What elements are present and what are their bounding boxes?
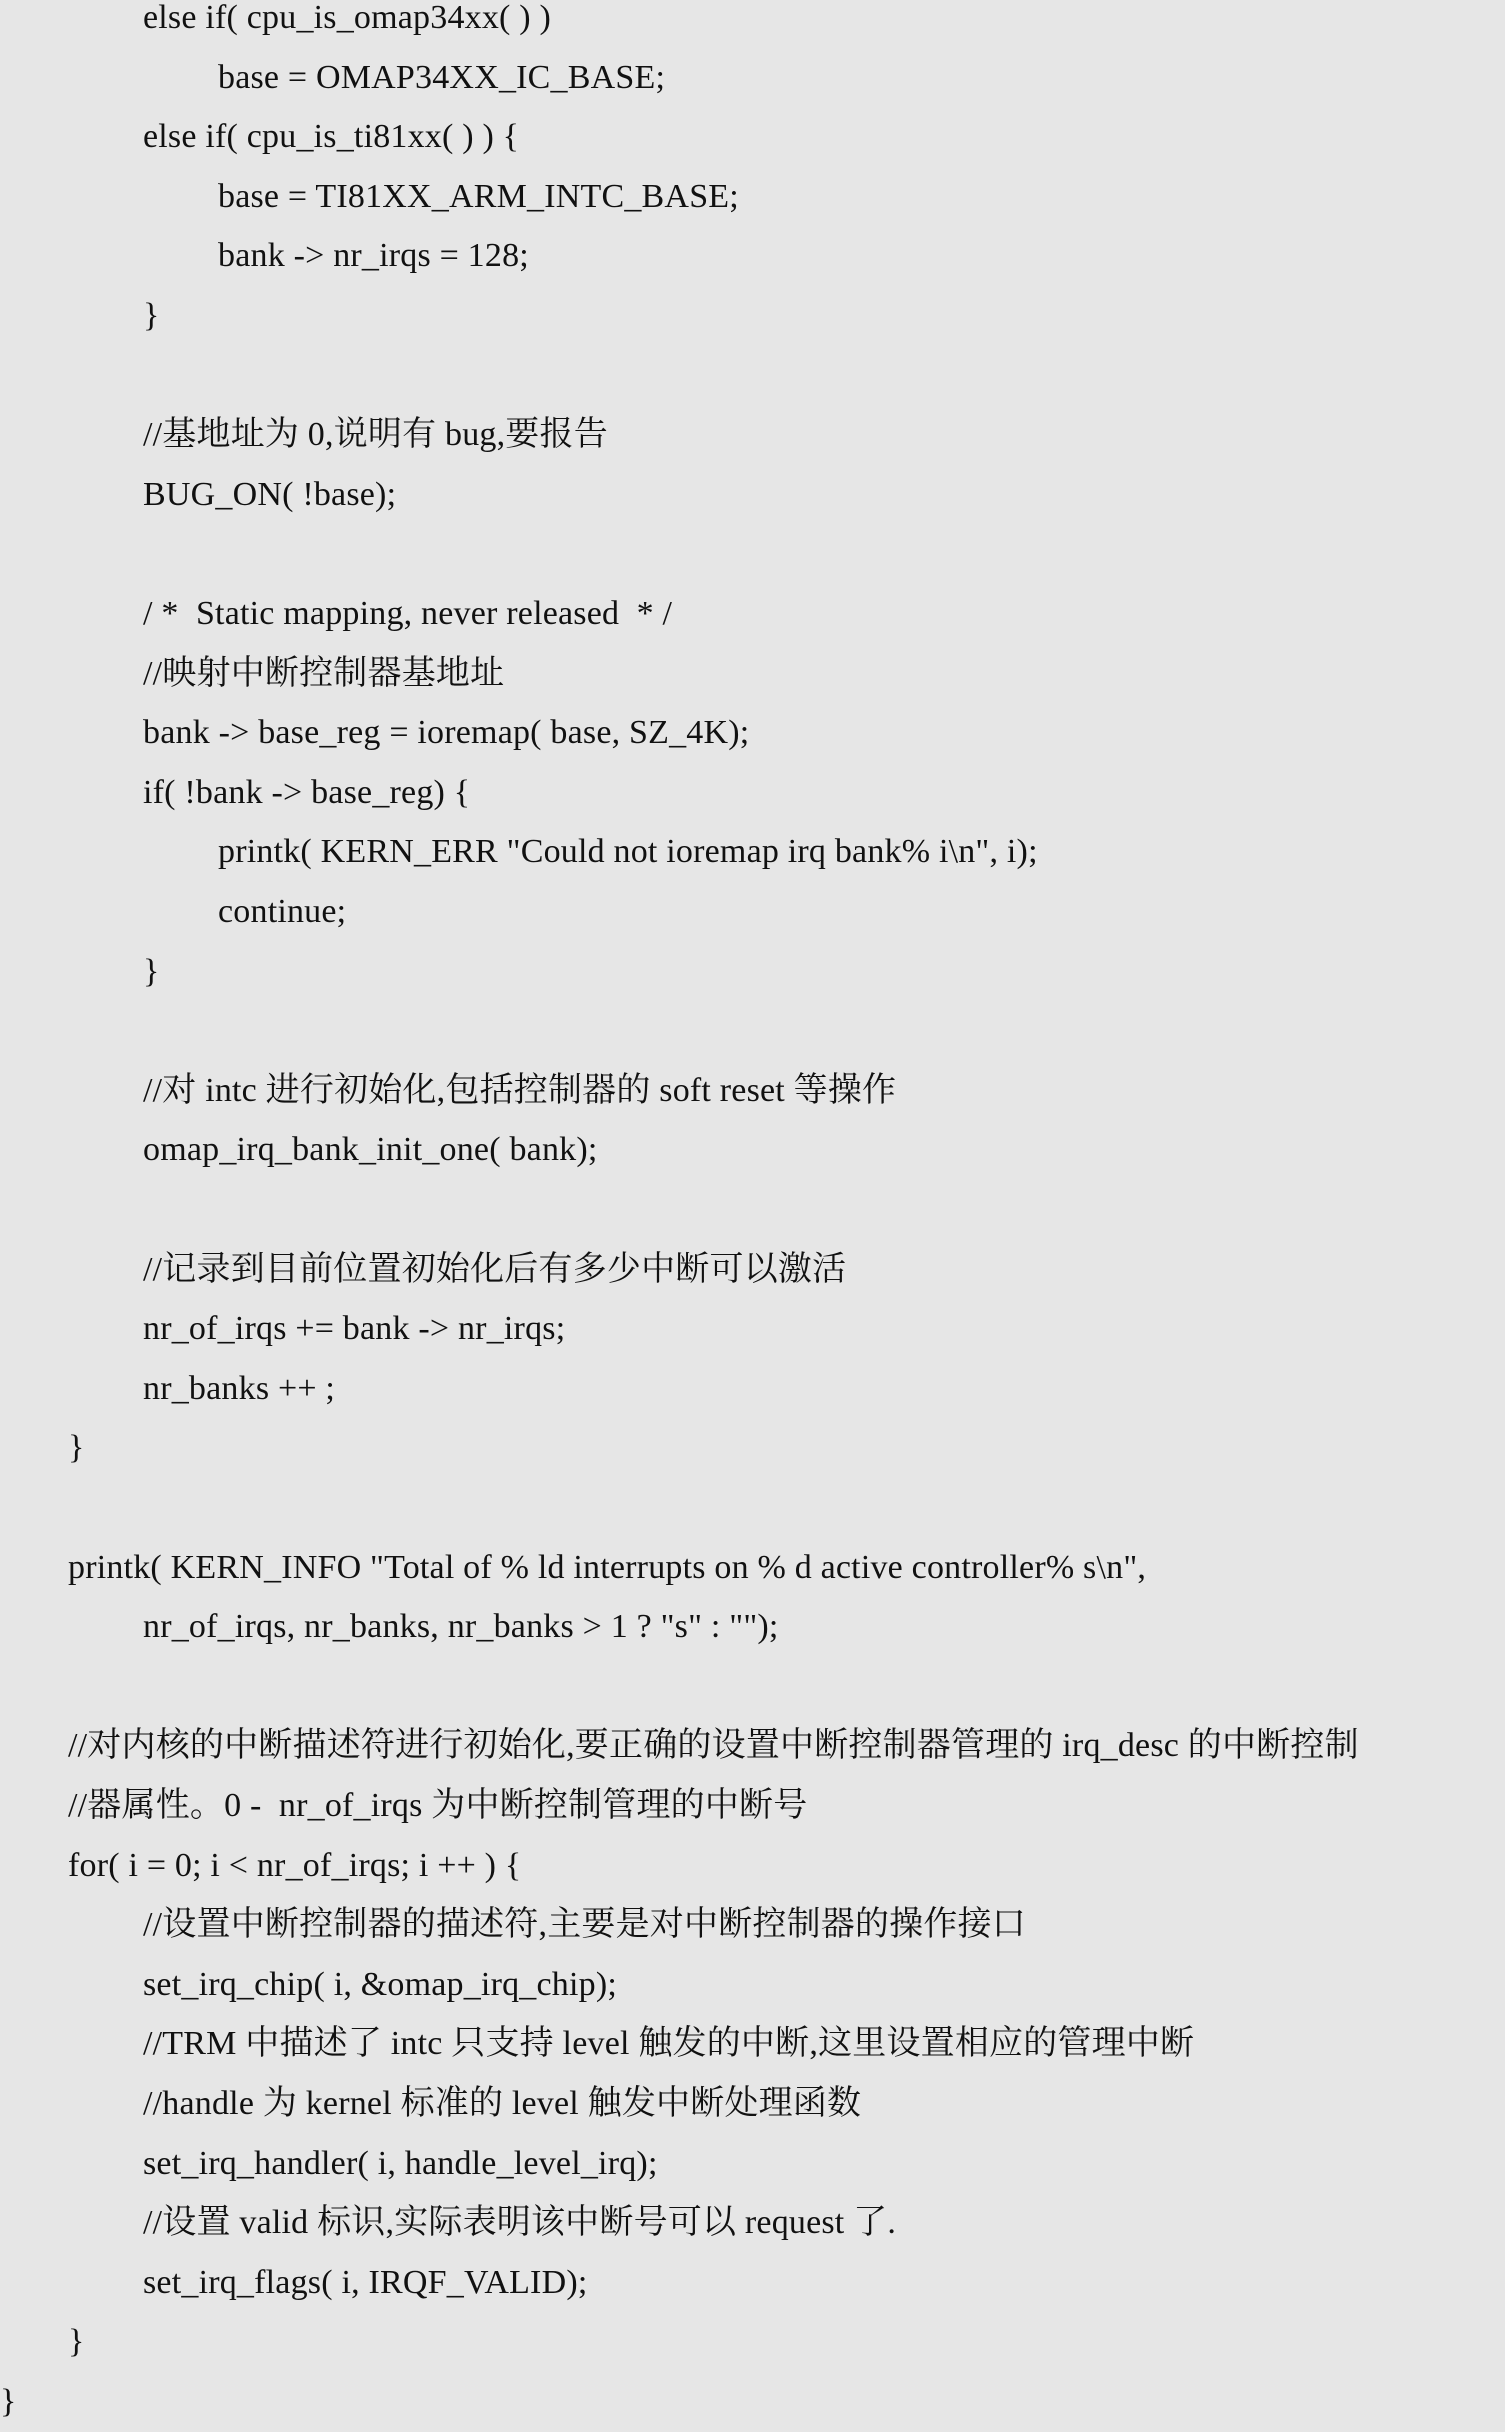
code-line: if( !bank -> base_reg) { <box>143 773 471 811</box>
code-line: nr_banks ++ ; <box>143 1369 336 1407</box>
code-line: printk( KERN_INFO "Total of % ld interrupts on % d active controller% s\n", <box>68 1548 1147 1586</box>
code-comment: //器属性。0 - nr_of_irqs 为中断控制管理的中断号 <box>68 1787 808 1824</box>
code-comment: //记录到目前位置初始化后有多少中断可以激活 <box>143 1250 847 1288</box>
code-comment: / * Static mapping, never released * / <box>143 595 673 632</box>
code-line: } <box>68 1429 85 1467</box>
code-line: nr_of_irqs, nr_banks, nr_banks > 1 ? "s" : ""); <box>143 1608 779 1646</box>
code-line: bank -> base_reg = ioremap( base, SZ_4K); <box>143 714 750 752</box>
code-comment: //设置中断控制器的描述符,主要是对中断控制器的操作接口 <box>143 1906 1026 1944</box>
code-line: } <box>143 297 160 334</box>
blank-line <box>0 1657 68 1717</box>
code-comment: //对 intc 进行初始化,包括控制器的 soft reset 等操作 <box>143 1071 897 1109</box>
code-line: continue; <box>218 893 347 930</box>
code-comment: //设置 valid 标识,实际表明该中断号可以 request 了. <box>143 2204 897 2242</box>
code-line: omap_irq_bank_init_one( bank); <box>143 1131 598 1169</box>
blank-line <box>0 1001 143 1061</box>
blank-line <box>0 1180 143 1240</box>
code-line: BUG_ON( !base); <box>143 475 397 513</box>
code-comment: //handle 为 kernel 标准的 level 触发中断处理函数 <box>143 2085 862 2122</box>
code-line: } <box>143 952 160 990</box>
code-line: nr_of_irqs += bank -> nr_irqs; <box>143 1310 566 1348</box>
code-line: set_irq_handler( i, handle_level_irq); <box>143 2144 658 2182</box>
blank-line <box>0 346 143 406</box>
code-line: } <box>0 2383 17 2420</box>
code-line: set_irq_flags( i, IRQF_VALID); <box>143 2263 588 2301</box>
code-line: } <box>68 2323 85 2361</box>
code-comment: //映射中断控制器基地址 <box>143 654 505 692</box>
code-line: else if( cpu_is_omap34xx( ) ) <box>143 0 552 36</box>
blank-line <box>0 524 143 584</box>
code-line: printk( KERN_ERR "Could not ioremap irq bank% i\n", i); <box>218 833 1038 871</box>
code-line: for( i = 0; i < nr_of_irqs; i ++ ) { <box>68 1846 522 1884</box>
code-comment: //基地址为 0,说明有 bug,要报告 <box>143 416 608 454</box>
code-comment: //TRM 中描述了 intc 只支持 level 触发的中断,这里设置相应的管理中断 <box>143 2025 1195 2063</box>
code-line: set_irq_chip( i, &omap_irq_chip); <box>143 1965 618 2003</box>
blank-line <box>0 1478 68 1538</box>
code-line: bank -> nr_irqs = 128; <box>218 237 529 275</box>
code-line: base = OMAP34XX_IC_BASE; <box>218 58 666 96</box>
code-line: else if( cpu_is_ti81xx( ) ) { <box>143 118 520 156</box>
code-comment: //对内核的中断描述符进行初始化,要正确的设置中断控制器管理的 irq_desc 的中断控制 <box>68 1727 1359 1765</box>
code-line: base = TI81XX_ARM_INTC_BASE; <box>218 177 739 215</box>
